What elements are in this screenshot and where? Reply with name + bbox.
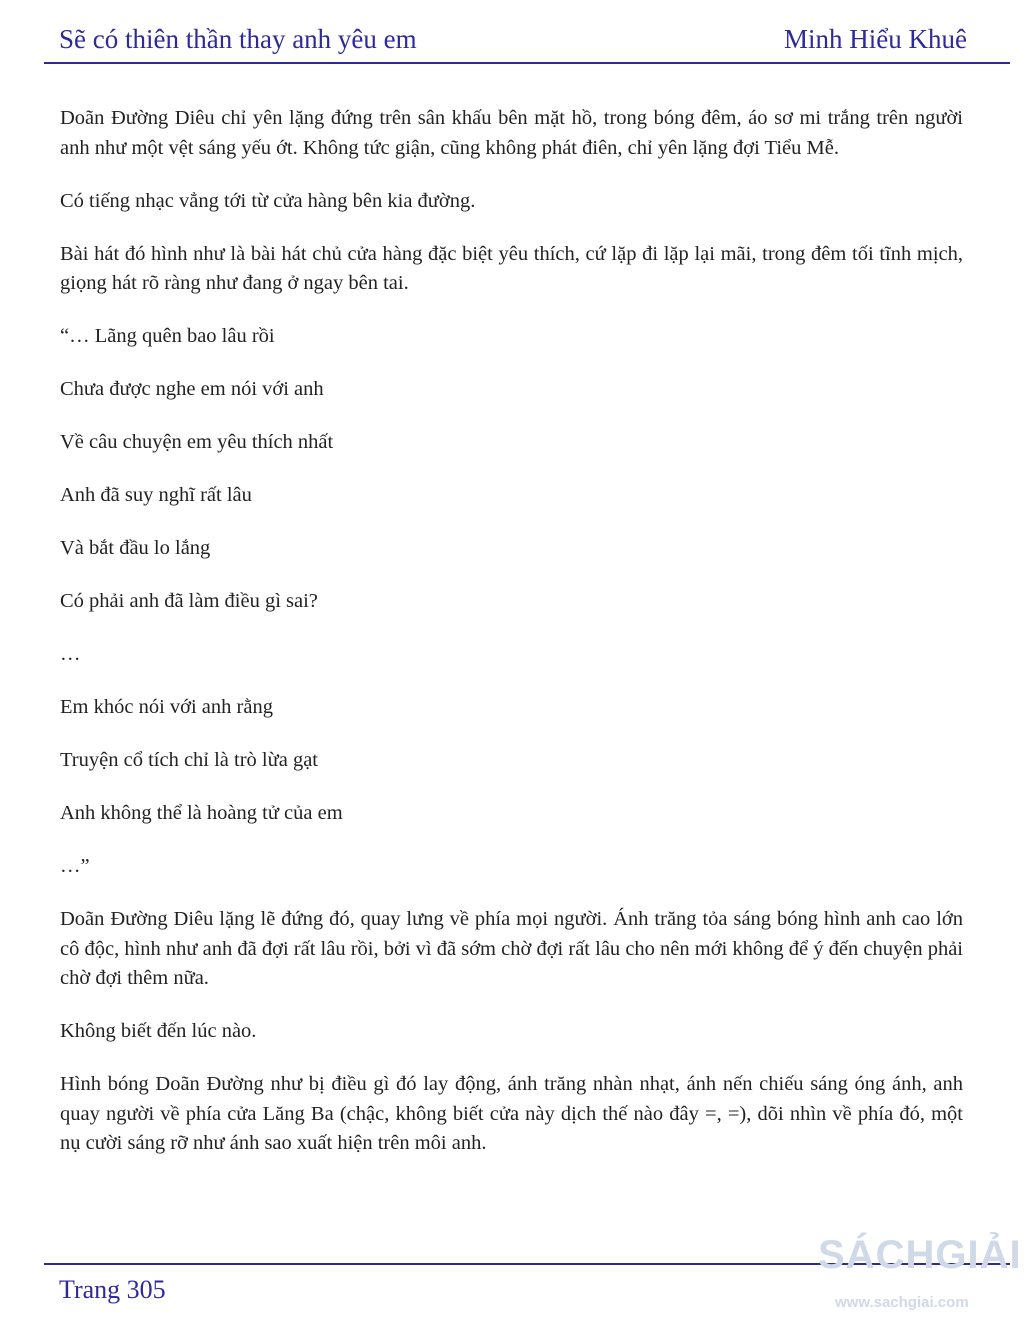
- header-rule: [44, 62, 1010, 64]
- lyric-line: Chưa được nghe em nói với anh: [60, 378, 324, 400]
- watermark-url: www.sachgiai.com: [835, 1294, 969, 1311]
- paragraph: Hình bóng Doãn Đường như bị điều gì đó lay động, ánh trăng nhàn nhạt, ánh nến chiếu sáng óng ánh, anh quay người về phía cửa Lăng Ba (chậc, không biết cửa này dịch thế nào đây =, =), dõi nhìn về phía đó, một nụ cười sáng rỡ như ánh sao xuất hiện trên môi anh.: [60, 1073, 963, 1154]
- watermark-brand: SÁCHGIẢI: [818, 1233, 1022, 1277]
- lyric-line: Về câu chuyện em yêu thích nhất: [60, 431, 334, 453]
- lyric-line: “… Lãng quên bao lâu rồi: [60, 325, 275, 347]
- paragraph: Có tiếng nhạc vẳng tới từ cửa hàng bên kia đường.: [60, 189, 476, 212]
- paragraph: Doãn Đường Diêu lặng lẽ đứng đó, quay lưng về phía mọi người. Ánh trăng tỏa sáng bóng hình anh cao lớn cô độc, hình như anh đã đợi rất lâu rồi, bởi vì đã sớm chờ đợi rất lâu cho nên mới không để ý đến chuyện phải chờ đợi thêm nữa.: [60, 908, 963, 989]
- lyric-line: Anh đã suy nghĩ rất lâu: [60, 484, 252, 506]
- book-title: Sẽ có thiên thần thay anh yêu em: [59, 24, 417, 54]
- page-number: Trang 305: [59, 1275, 166, 1304]
- lyric-line: Truyện cổ tích chỉ là trò lừa gạt: [60, 749, 319, 771]
- paragraph: Bài hát đó hình như là bài hát chủ cửa hàng đặc biệt yêu thích, cứ lặp đi lặp lại mãi, trong đêm tối tĩnh mịch, giọng hát rõ ràng như đang ở ngay bên tai.: [60, 242, 963, 294]
- page-body: [60, 104, 963, 1182]
- paragraph: Không biết đến lúc nào.: [60, 1020, 257, 1042]
- lyric-line: …”: [60, 855, 90, 877]
- author-name: Minh Hiểu Khuê: [784, 24, 967, 54]
- lyric-line: Và bắt đầu lo lắng: [60, 537, 211, 559]
- paragraph: Doãn Đường Diêu chỉ yên lặng đứng trên sân khấu bên mặt hồ, trong bóng đêm, áo sơ mi trắng trên người anh như một vệt sáng yếu ớt. Không tức giận, cũng không phát điên, chỉ yên lặng đợi Tiểu Mễ.: [60, 107, 963, 159]
- lyric-line: Anh không thể là hoàng tử của em: [60, 802, 343, 824]
- lyric-line: Em khóc nói với anh rằng: [60, 696, 273, 718]
- watermark-logo: [818, 1227, 1024, 1322]
- lyric-line: Có phải anh đã làm điều gì sai?: [60, 590, 318, 612]
- lyric-line: …: [60, 643, 81, 665]
